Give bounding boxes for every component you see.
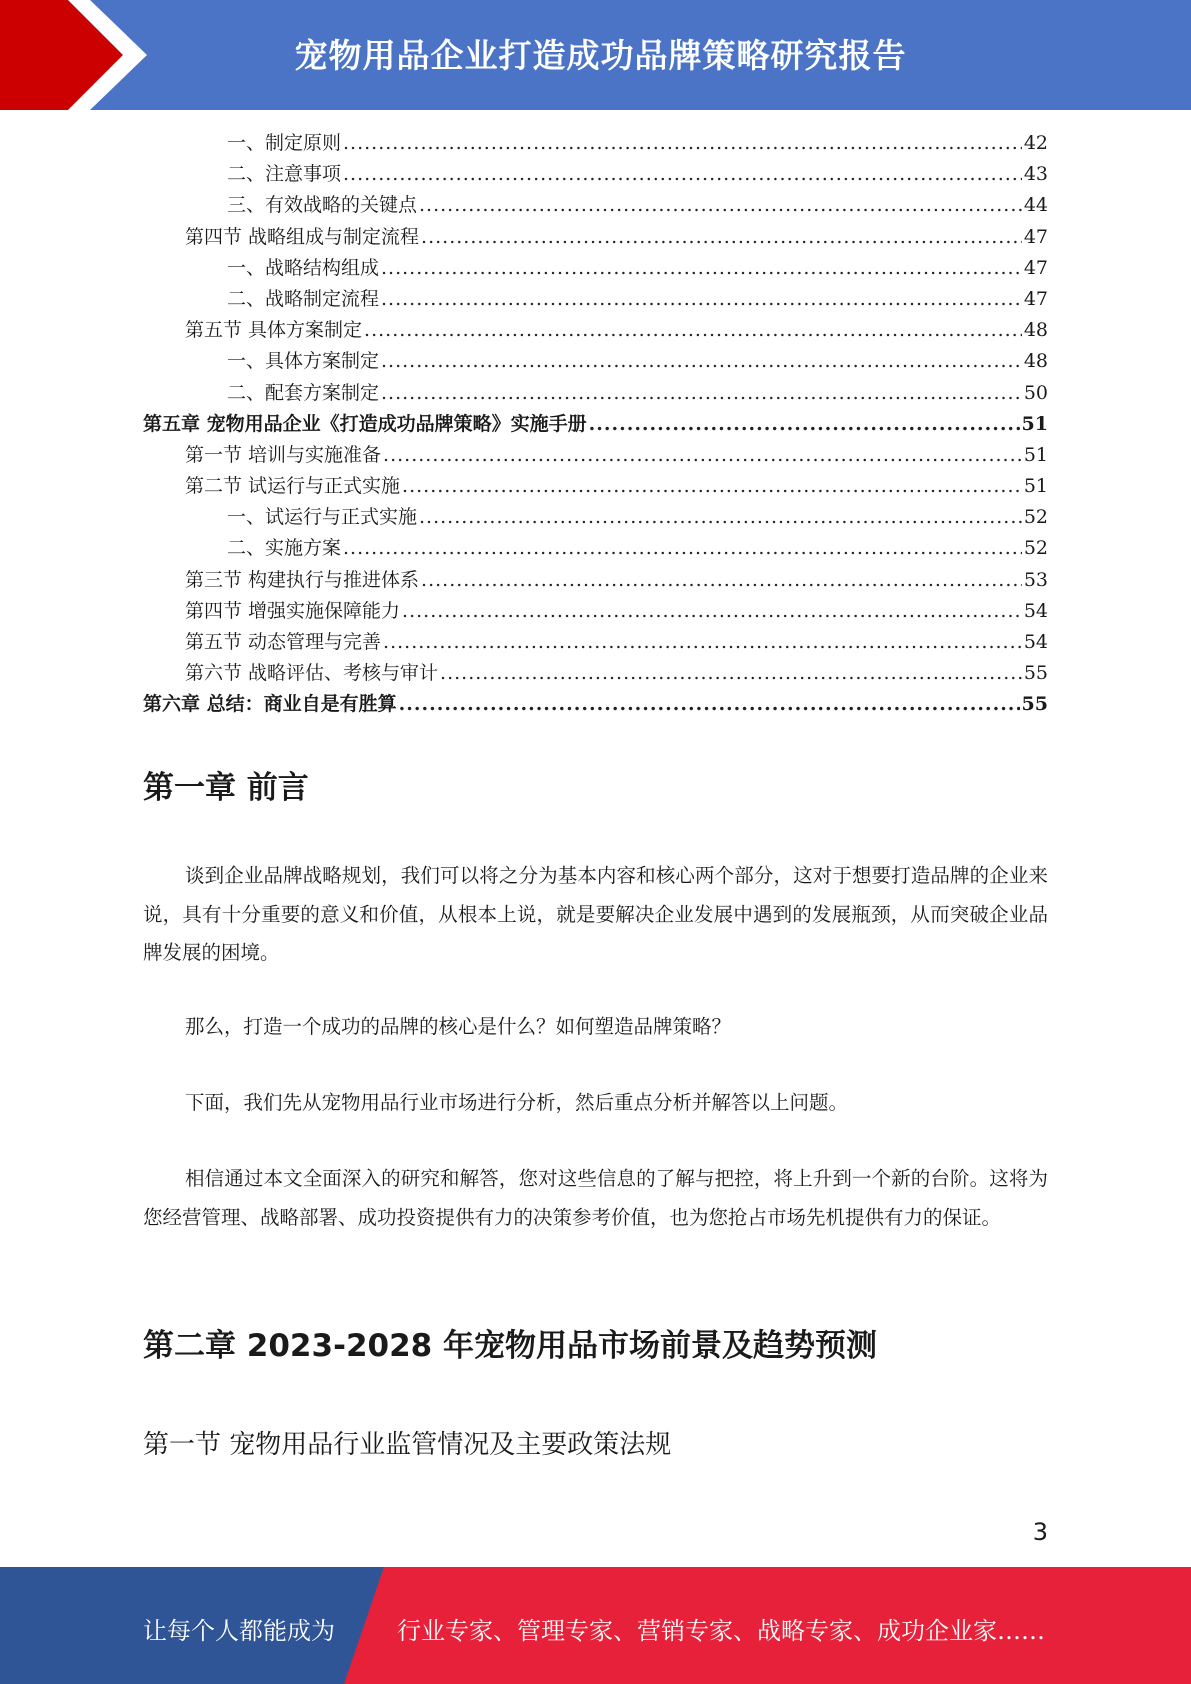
- toc-dot-leader: [383, 627, 1022, 658]
- toc-dot-leader: [343, 159, 1022, 190]
- toc-entry[interactable]: [143, 315, 1048, 346]
- document-title: 宠物用品企业打造成功品牌策略研究报告: [294, 36, 907, 75]
- toc-entry[interactable]: [143, 346, 1048, 377]
- toc-dot-leader: [419, 190, 1022, 221]
- intro-paragraph-4: 相信通过本文全面深入的研究和解答，您对这些信息的了解与把控，将上升到一个新的台阶。这将为您经营管理、战略部署、成功投资提供有力的决策参考价值，也为您抢占市场先机提供有力的保证。: [143, 1167, 1048, 1229]
- toc-entry[interactable]: [143, 440, 1048, 471]
- toc-entry-page: 54: [1023, 599, 1048, 622]
- toc-entry[interactable]: [143, 502, 1048, 533]
- section-1-heading: 第一节 宠物用品行业监管情况及主要政策法规: [143, 1430, 672, 1460]
- toc-entry-page: 51: [1023, 475, 1048, 498]
- toc-entry-page: 48: [1023, 319, 1048, 342]
- toc-entry-page: 48: [1023, 350, 1048, 373]
- toc-entry[interactable]: [143, 596, 1048, 627]
- chapter-2-heading: 第二章 2023-2028 年宠物用品市场前景及趋势预测: [143, 1328, 878, 1364]
- toc-entry[interactable]: [143, 253, 1048, 284]
- toc-entry-page: 43: [1023, 163, 1048, 186]
- toc-dot-leader: [421, 222, 1022, 253]
- toc-entry-page: 47: [1023, 225, 1048, 248]
- toc-entry-title: 第一节 培训与实施准备: [185, 443, 382, 466]
- table-of-contents: [143, 128, 1048, 721]
- toc-entry[interactable]: [143, 222, 1048, 253]
- toc-dot-leader: [381, 284, 1022, 315]
- toc-entry-page: 53: [1023, 568, 1048, 591]
- toc-entry-title: 二、配套方案制定: [227, 381, 380, 404]
- intro-paragraph-2: 那么，打造一个成功的品牌的核心是什么？如何塑造品牌策略？: [185, 1015, 732, 1038]
- toc-entry[interactable]: [143, 627, 1048, 658]
- toc-entry-page: 47: [1023, 287, 1048, 310]
- toc-entry-title: 第三节 构建执行与推进体系: [185, 568, 420, 591]
- toc-dot-leader: [343, 128, 1022, 159]
- toc-dot-leader: [343, 533, 1022, 564]
- footer-band: [0, 1567, 1191, 1684]
- toc-entry-title: 第四节 战略组成与制定流程: [185, 225, 420, 248]
- toc-entry-title: 第五节 动态管理与完善: [185, 631, 382, 653]
- toc-dot-leader: [402, 471, 1022, 502]
- toc-dot-leader: [381, 378, 1022, 409]
- toc-entry-title: 一、制定原则: [227, 132, 342, 154]
- toc-entry-page: 52: [1023, 506, 1048, 529]
- toc-dot-leader: [383, 440, 1022, 471]
- toc-entry-page: 55: [1023, 662, 1048, 685]
- toc-entry[interactable]: [143, 159, 1048, 190]
- toc-entry-title: 第四节 增强实施保障能力: [185, 599, 401, 622]
- toc-entry[interactable]: [143, 471, 1048, 502]
- footer-slogan-right: 行业专家、管理专家、营销专家、战略专家、成功企业家……: [397, 1617, 1045, 1645]
- toc-entry-page: 54: [1023, 631, 1048, 653]
- toc-dot-leader: [381, 253, 1022, 284]
- toc-entry[interactable]: [143, 409, 1048, 440]
- toc-dot-leader: [399, 689, 1020, 720]
- toc-dot-leader: [419, 502, 1022, 533]
- toc-entry-page: 55: [1021, 693, 1048, 716]
- toc-entry-title: 三、有效战略的关键点: [227, 194, 418, 217]
- toc-entry-title: 一、战略结构组成: [227, 256, 380, 279]
- toc-entry-title: 第六章 总结：商业自是有胜算: [143, 693, 397, 716]
- toc-dot-leader: [421, 565, 1022, 596]
- toc-dot-leader: [364, 315, 1022, 346]
- toc-dot-leader: [402, 596, 1022, 627]
- toc-entry-title: 二、实施方案: [227, 537, 342, 560]
- toc-entry[interactable]: [143, 128, 1048, 159]
- toc-dot-leader: [589, 409, 1020, 440]
- toc-entry-page: 50: [1023, 381, 1048, 404]
- toc-entry-title: 一、试运行与正式实施: [227, 506, 418, 529]
- toc-entry[interactable]: [143, 533, 1048, 564]
- toc-entry-page: 51: [1021, 412, 1048, 435]
- toc-entry-page: 44: [1023, 194, 1048, 217]
- toc-entry-page: 47: [1023, 256, 1048, 279]
- footer-slogan-left: 让每个人都能成为: [143, 1617, 335, 1645]
- toc-entry-page: 42: [1023, 132, 1048, 154]
- header-band: [0, 0, 1191, 110]
- toc-entry-title: 第六节 战略评估、考核与审计: [185, 662, 439, 685]
- toc-dot-leader: [381, 346, 1022, 377]
- toc-entry[interactable]: [143, 284, 1048, 315]
- toc-dot-leader: [440, 658, 1022, 689]
- toc-entry-title: 第五节 具体方案制定: [185, 319, 363, 342]
- toc-entry-page: 51: [1023, 443, 1048, 466]
- intro-paragraph-1: 谈到企业品牌战略规划，我们可以将之分为基本内容和核心两个部分，这对于想要打造品牌的企业来说，具有十分重要的意义和价值，从根本上说，就是要解决企业发展中遇到的发展瓶颈，从而突破企业品牌发展的困境。: [143, 864, 1048, 964]
- toc-entry[interactable]: [143, 565, 1048, 596]
- toc-entry-title: 二、注意事项: [227, 163, 342, 186]
- toc-entry[interactable]: [143, 378, 1048, 409]
- toc-entry[interactable]: [143, 689, 1048, 720]
- page-number: 3: [1032, 1518, 1048, 1546]
- toc-entry-title: 第五章 宠物用品企业《打造成功品牌策略》实施手册: [143, 412, 587, 435]
- toc-entry-title: 一、具体方案制定: [227, 350, 380, 373]
- chapter-1-heading: 第一章 前言: [143, 770, 309, 806]
- toc-entry[interactable]: [143, 658, 1048, 689]
- toc-entry-page: 52: [1023, 537, 1048, 560]
- intro-paragraph-3: 下面，我们先从宠物用品行业市场进行分析，然后重点分析并解答以上问题。: [185, 1091, 849, 1114]
- toc-entry-title: 二、战略制定流程: [227, 287, 380, 310]
- toc-entry-title: 第二节 试运行与正式实施: [185, 475, 401, 498]
- toc-entry[interactable]: [143, 190, 1048, 221]
